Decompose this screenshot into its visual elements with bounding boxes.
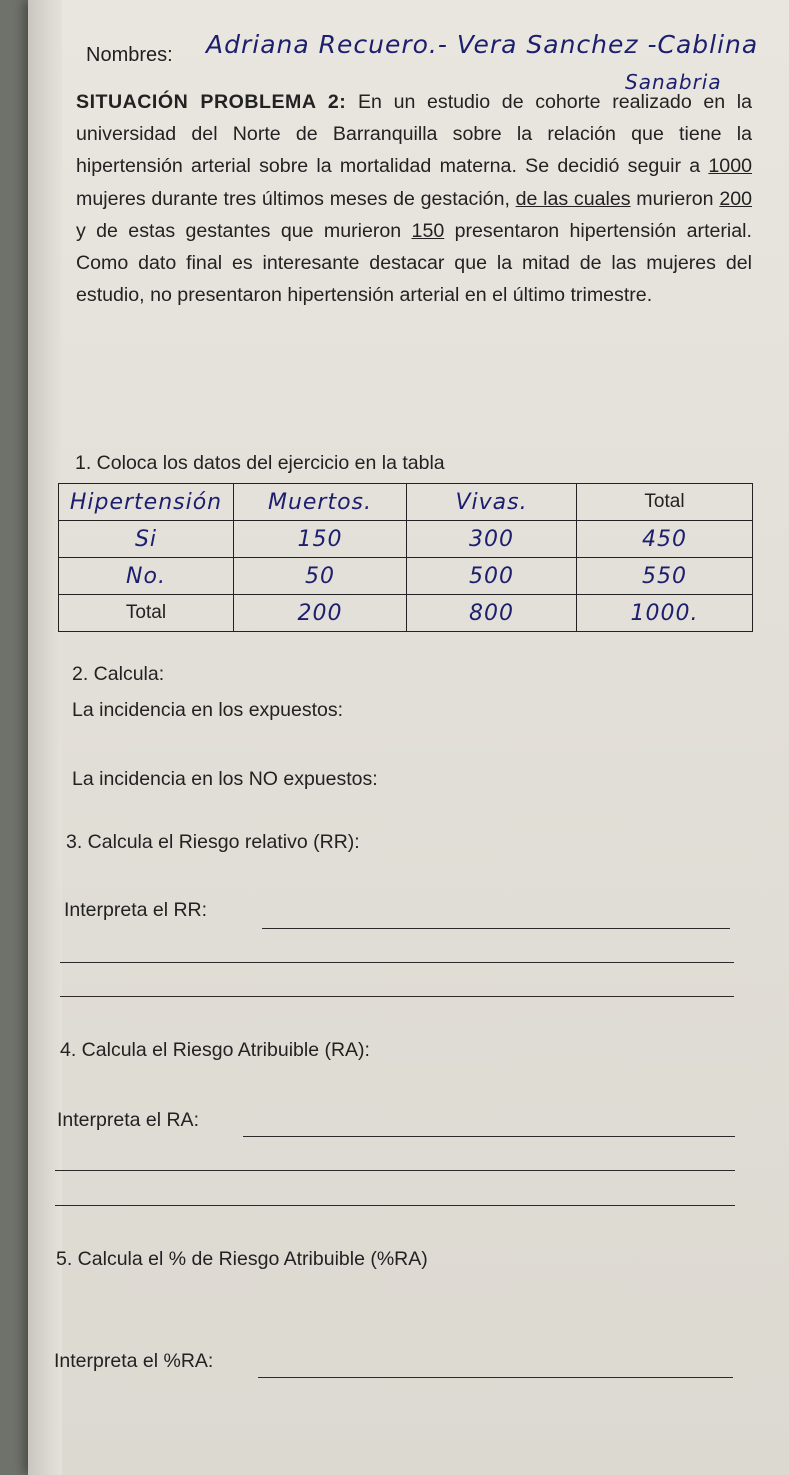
table-cell[interactable]: 550 xyxy=(577,558,753,595)
table-cell[interactable]: 500 xyxy=(407,558,577,595)
table-cell[interactable]: No. xyxy=(59,558,234,595)
table-row xyxy=(59,558,753,595)
handwritten-names: Adriana Recuero.- Vera Sanchez -Cablina xyxy=(206,30,759,59)
problem-statement: SITUACIÓN PROBLEMA 2: En un estudio de cohorte realizado en la universidad del Norte de Barranquilla sobre la relación que tiene la hipertensión arterial sobre la mortalidad materna. Se decidió seguir a 1000 mujeres durante tres últimos meses de gestación, de las cuales murieron 200 y de estas gestantes que murieron 150 presentaron hipertensión arterial. Como dato final es interesante destacar que la mitad de las mujeres del estudio, no presentaron hipertensión arterial en el último trimestre. xyxy=(76,91,753,307)
table-row xyxy=(59,521,753,558)
interpret-ra-label: Interpreta el RA: xyxy=(57,1109,199,1131)
name-label: Nombres: xyxy=(86,44,173,66)
table-cell[interactable]: Si xyxy=(59,521,234,558)
interpret-pra-label: Interpreta el %RA: xyxy=(54,1350,214,1372)
table-cell[interactable]: 300 xyxy=(407,521,577,558)
question-2b: La incidencia en los NO expuestos: xyxy=(72,768,378,790)
header-cell: Total xyxy=(577,484,753,521)
answer-line-rr-3[interactable] xyxy=(60,996,734,997)
question-3: 3. Calcula el Riesgo relativo (RR): xyxy=(66,831,360,853)
table-cell[interactable]: 150 xyxy=(234,521,407,558)
contingency-table xyxy=(58,483,753,632)
handwritten-names-line2: Sanabria xyxy=(625,70,722,94)
n-hyper: 150 xyxy=(411,219,445,242)
header-cell[interactable]: Muertos. xyxy=(234,484,407,521)
question-4: 4. Calcula el Riesgo Atribuible (RA): xyxy=(60,1039,370,1061)
answer-line-ra-2[interactable] xyxy=(55,1170,735,1171)
table-cell[interactable]: 1000. xyxy=(577,595,753,632)
n-total: 1000 xyxy=(708,155,752,178)
question-5: 5. Calcula el % de Riesgo Atribuible (%RA) xyxy=(56,1248,428,1270)
table-cell[interactable]: 200 xyxy=(234,595,407,632)
question-1: 1. Coloca los datos del ejercicio en la tabla xyxy=(75,452,445,474)
answer-line-ra-3[interactable] xyxy=(55,1205,735,1206)
interpret-rr-label: Interpreta el RR: xyxy=(64,899,208,921)
table-cell[interactable]: 800 xyxy=(407,595,577,632)
answer-line-pra-1[interactable] xyxy=(258,1377,733,1378)
answer-line-rr-2[interactable] xyxy=(60,962,734,963)
n-dead: 200 xyxy=(719,187,753,210)
table-cell[interactable]: 50 xyxy=(234,558,407,595)
answer-line-ra-1[interactable] xyxy=(243,1136,735,1137)
table-row xyxy=(59,595,753,632)
question-2a: La incidencia en los expuestos: xyxy=(72,699,344,721)
header-cell[interactable]: Vivas. xyxy=(407,484,577,521)
problem-title: SITUACIÓN PROBLEMA 2: xyxy=(76,91,347,113)
table-header-row xyxy=(59,484,753,521)
question-2: 2. Calcula: xyxy=(72,663,165,685)
answer-line-rr-1[interactable] xyxy=(262,928,730,929)
table-cell[interactable]: 450 xyxy=(577,521,753,558)
header-cell[interactable]: Hipertensión xyxy=(59,484,234,521)
table-cell: Total xyxy=(59,595,234,632)
